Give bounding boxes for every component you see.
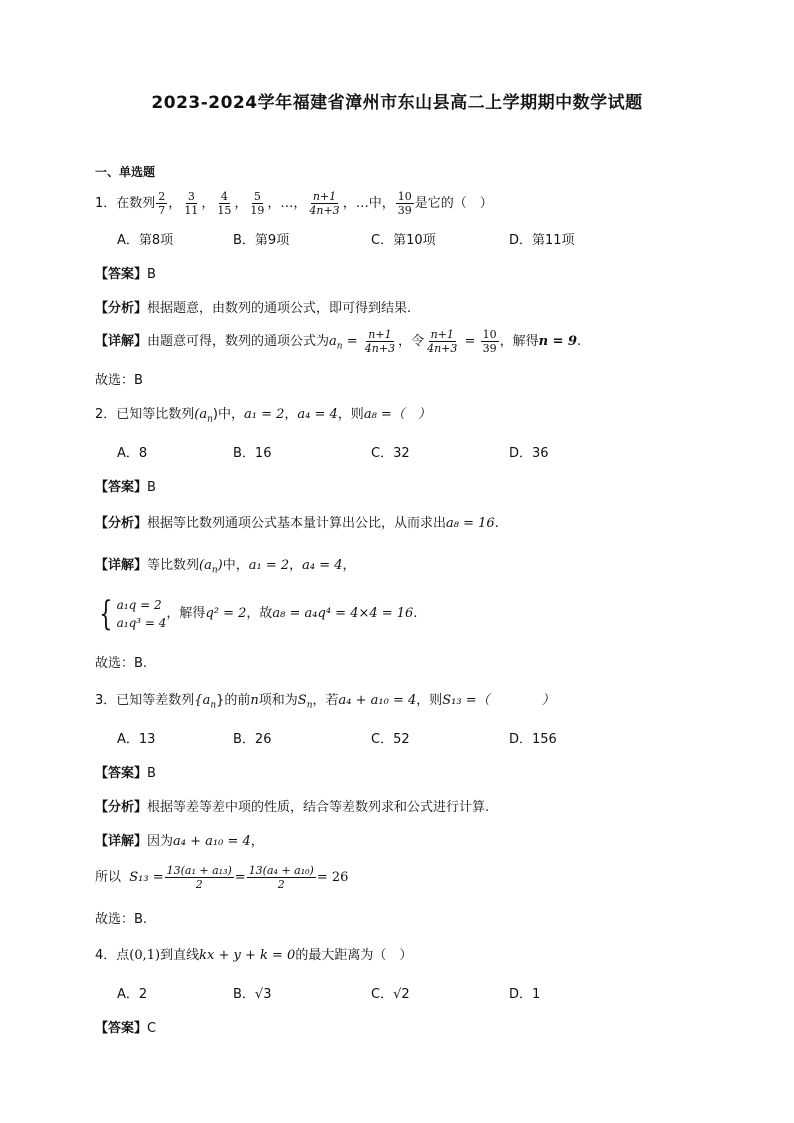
fraction: $\frac{5}{19}$ <box>250 190 265 217</box>
question-1-detail: 【详解】由题意可得，数列的通项公式为$a_n$ = $\frac{n+1}{4n+3}$ ，令 $\frac{n+1}{4n+3}$ = $\frac{10}{39}$ ，解得n = 9. <box>95 328 582 355</box>
option-b: B．26 <box>233 732 272 747</box>
question-3-stem: 3．已知等差数列$\{a_n\}$的前n项和为$S_n$，若a₄ + a₁₀ = 4，则S₁₃ =（ ） <box>95 693 555 711</box>
option-d: D．第11项 <box>509 233 575 248</box>
question-2-options <box>0 444 794 464</box>
question-2-analysis: 【分析】根据等比数列通项公式基本量计算出公比，从而求出a₈ = 16. <box>95 516 499 531</box>
option-a: A．8 <box>117 446 148 461</box>
option-c: C．第10项 <box>371 233 436 248</box>
fraction: $\frac{\text{13(a₁ + a₁₃)}}{2}$ <box>166 864 232 891</box>
question-3-conclusion: 故选：B. <box>95 912 148 927</box>
question-1-answer: 【答案】B <box>95 267 156 282</box>
option-d: D．156 <box>509 732 557 747</box>
option-c: C．32 <box>371 446 410 461</box>
fraction: $\frac{3}{11}$ <box>184 190 199 217</box>
option-b: B．√3 <box>233 987 272 1002</box>
option-a: A．13 <box>117 732 156 747</box>
question-1-analysis: 【分析】根据题意，由数列的通项公式，即可得到结果. <box>95 301 412 316</box>
option-c: C．√2 <box>371 987 410 1002</box>
question-1-stem: 1．在数列 $\frac{2}{7}$ ， $\frac{3}{11}$ ， $\frac{4}{15}$ ， $\frac{5}{19}$ ，…， $\frac{n+1}{4n+3}$ ，…中， $\frac{10}{39}$ 是它的（ ） <box>95 190 493 217</box>
fraction: $\frac{10}{39}$ <box>397 190 412 217</box>
equation-system: { a₁q = 2 a₁q³ = 4 <box>99 593 167 634</box>
question-number: 1． <box>95 196 117 211</box>
question-number: 4． <box>95 948 117 963</box>
question-2-system: { a₁q = 2 a₁q³ = 4 ，解得q² = 2，故a₈ = a₄q⁴ = 4×4 = 16. <box>95 594 417 634</box>
question-3-detail: 【详解】因为a₄ + a₁₀ = 4， <box>95 834 264 849</box>
fraction: $\frac{4}{15}$ <box>217 190 232 217</box>
page-title: 2023-2024学年福建省漳州市东山县高二上学期期中数学试题 <box>151 93 643 113</box>
option-c: C．52 <box>371 732 410 747</box>
fraction: $\frac{10}{39}$ <box>482 328 497 355</box>
question-1-options <box>0 231 794 251</box>
question-4-stem: 4．点(0,1)到直线kx + y + k = 0的最大距离为（ ） <box>95 948 413 963</box>
question-2-stem: 2．已知等比数列$(a_n)$中，a₁ = 2，a₄ = 4，则a₈ =（ ） <box>95 407 431 425</box>
question-number: 3． <box>95 693 117 708</box>
option-a: A．第8项 <box>117 233 174 248</box>
question-2-detail: 【详解】等比数列$(a_n)$中，a₁ = 2，a₄ = 4， <box>95 558 356 576</box>
fraction: $\frac{n+1}{4n+3}$ <box>427 328 458 355</box>
question-number: 2． <box>95 407 117 422</box>
question-3-sum: 所以 S₁₃ = $\frac{\text{13(a₁ + a₁₃)}}{2}$ = $\frac{\text{13(a₄ + a₁₀)}}{2}$ = 26 <box>95 864 349 891</box>
question-2-conclusion: 故选：B. <box>95 656 148 671</box>
fraction: $\frac{\text{13(a₄ + a₁₀)}}{2}$ <box>248 864 314 891</box>
question-1-conclusion: 故选：B <box>95 373 143 388</box>
section-heading: 一、单选题 <box>95 165 156 179</box>
question-3-analysis: 【分析】根据等差等差中项的性质，结合等差数列求和公式进行计算. <box>95 800 490 815</box>
option-b: B．16 <box>233 446 272 461</box>
option-a: A．2 <box>117 987 148 1002</box>
fraction: $\frac{n+1}{4n+3}$ <box>364 328 396 355</box>
question-4-answer: 【答案】C <box>95 1021 157 1036</box>
option-d: D．36 <box>509 446 549 461</box>
option-b: B．第9项 <box>233 233 290 248</box>
question-4-options <box>0 985 794 1005</box>
option-d: D．1 <box>509 987 541 1002</box>
question-3-options <box>0 730 794 750</box>
question-2-answer: 【答案】B <box>95 480 156 495</box>
fraction: $\frac{n+1}{4n+3}$ <box>309 190 340 217</box>
fraction: $\frac{2}{7}$ <box>158 190 166 217</box>
question-3-answer: 【答案】B <box>95 766 156 781</box>
